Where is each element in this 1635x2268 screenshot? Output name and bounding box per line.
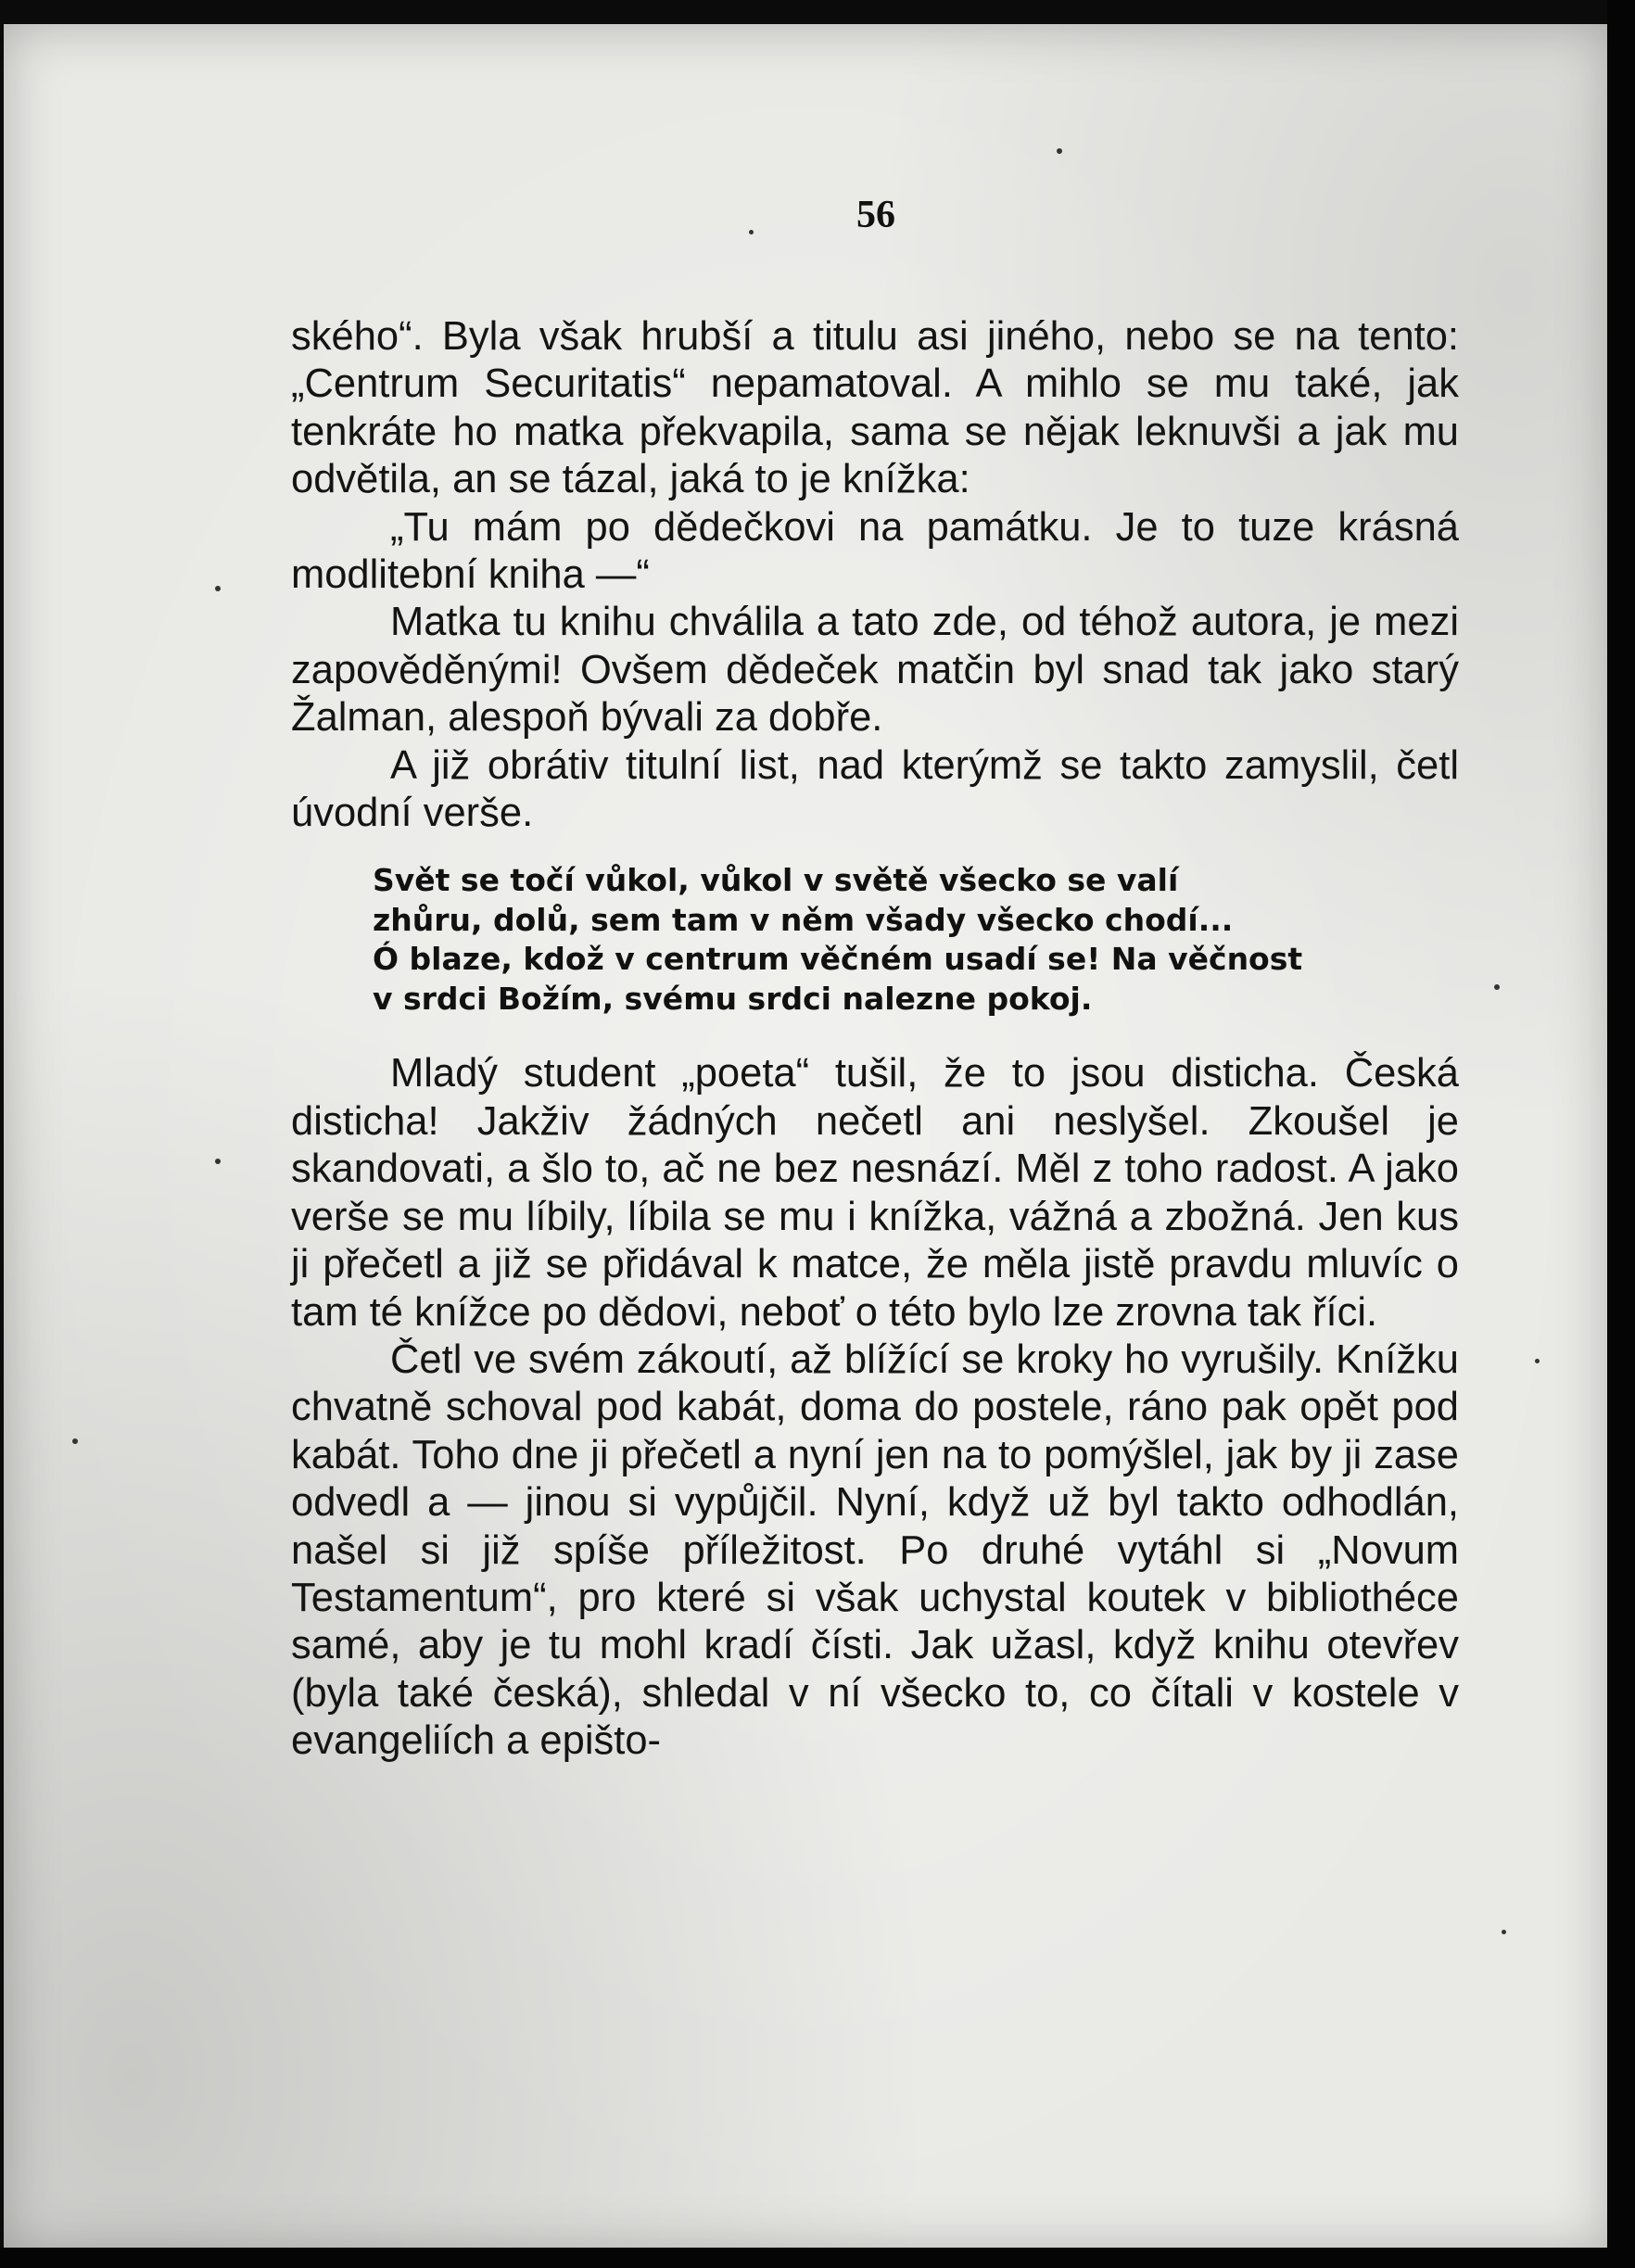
paragraph: Matka tu knihu chválila a tato zde, od téhož autora, je mezi zapověděnými! Ovšem dědeček matčin byl snad tak jako starý Žalman, alespoň bývali za dobře. [291,600,1459,741]
paragraph: Mladý student „poeta“ tušil, že to jsou disticha. Česká disticha! Jakživ žádných nečetl ani neslyšel. Zkoušel je skandovati, a šlo to, ač ne bez nesnází. Měl z toho radost. A jako verše se mu líbily, líbila se mu i knížka, vážná a zbožná. Jen kus ji přečetl a již se přidával k matce, že měla jistě pravdu mluvíc o tam té knížce po dědovi, neboť o této bylo lze zrovna tak říci. [291,1051,1459,1335]
scan-speck [1494,984,1500,990]
verse-line: v srdci Božím, svému srdci nalezne pokoj. [373,980,1093,1017]
scan-speck [1057,148,1062,154]
verse-quote [373,861,1459,1019]
scan-border-right [1607,0,1635,2268]
verse-line: zhůru, dolů, sem tam v něm všady všecko chodí... [373,901,1234,938]
scan-speck [215,1159,221,1164]
scan-speck [215,586,221,591]
scan-border-bottom [0,2248,1635,2268]
paragraph: „Tu mám po dědečkovi na památku. Je to tuze krásná modlitební kniha —“ [291,504,1459,598]
scan-speck [1502,1930,1506,1934]
verse-line: Ó blaze, kdož v centrum věčném usadí se! Na věčnost [373,941,1303,978]
paragraph: ského“. Byla však hrubší a titulu asi jiného, nebo se na tento: „Centrum Securitatis“ nepamatoval. A mihlo se mu také, jak tenkráte ho matka překvapila, sama se nějak leknuvši a jak mu odvětila, an se tázal, jaká to je knížka: [291,314,1459,502]
page-number: 56 [856,194,895,236]
scan-speck [1535,1359,1540,1363]
verse-line: Svět se točí vůkol, vůkol v světě všecko se valí [373,862,1179,899]
paragraph: A již obrátiv titulní list, nad kterýmž se takto zamyslil, četl úvodní verše. [291,742,1459,836]
paragraph: Četl ve svém zákoutí, až blížící se kroky ho vyrušily. Knížku chvatně schoval pod kabát, doma do postele, ráno pak opět pod kabát. Toho dne ji přečetl a nyní jen na to pomýšlel, jak by ji zase odvedl a — jinou si vypůjčil. Nyní, když už byl takto odhodlán, našel si již spíše příležitost. Po druhé vytáhl si „Novum Testamentum“, pro které si však uchystal koutek v bibliothéce samé, aby je tu mohl kradí čísti. Jak užasl, když knihu otevřev (byla také česká), shledal v ní všecko to, co čítali v kostele v evangeliích a epišto- [291,1337,1459,1764]
scan-speck [72,1438,78,1444]
body-text [291,313,1459,1766]
